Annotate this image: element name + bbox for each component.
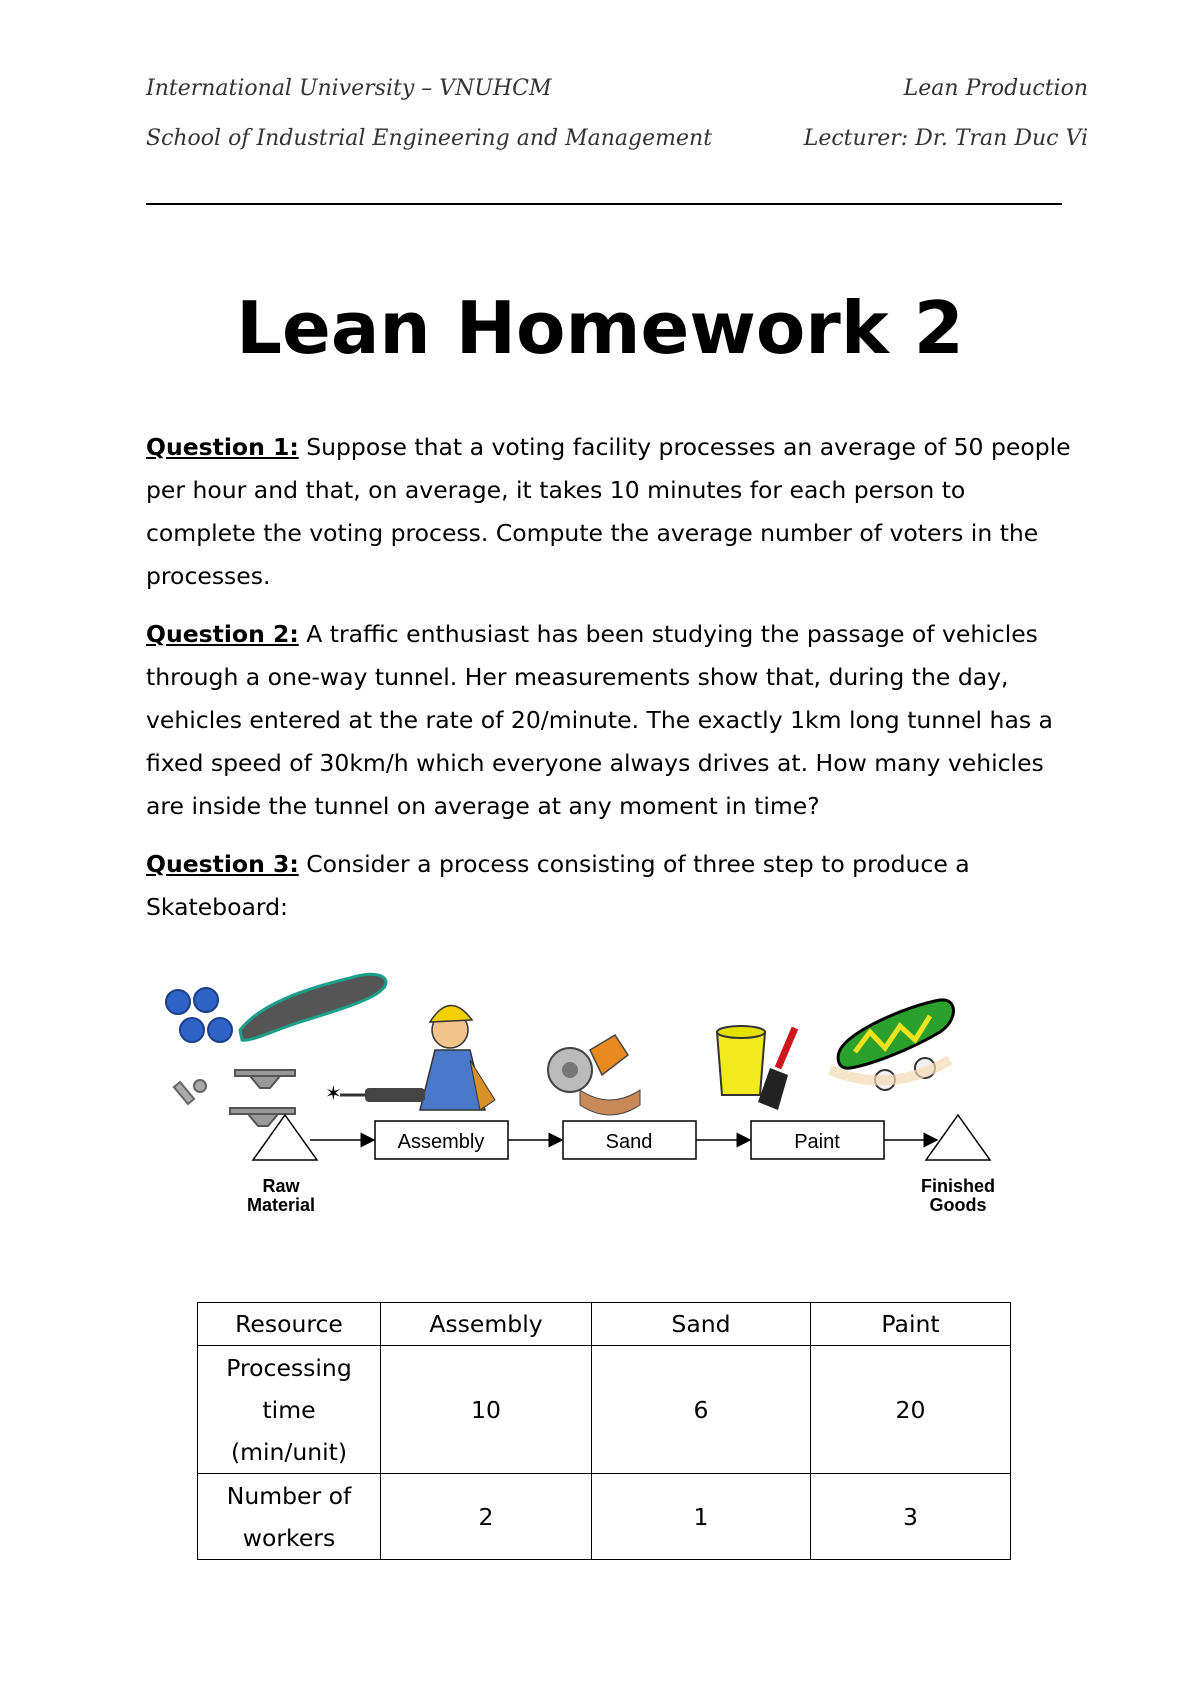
question-3 (146, 843, 1076, 929)
bolts-icon (174, 1080, 206, 1104)
table-header-cell: Sand (592, 1303, 811, 1346)
skateboard-deck-icon (240, 974, 386, 1040)
raw-material-label-line1: Raw (262, 1176, 300, 1196)
question-3-text: Consider a process consisting of three step to produce a Skateboard: (146, 850, 970, 921)
table-header-cell: Paint (811, 1303, 1011, 1346)
table-row (198, 1346, 1011, 1474)
sand-step-label: Sand (605, 1131, 653, 1153)
header-course: Lean Production (903, 76, 1088, 101)
process-flow-diagram (150, 960, 1050, 1260)
finished-goods-label-line1: Finished (920, 1176, 996, 1196)
table-cell: 1 (592, 1474, 811, 1560)
header-divider (146, 203, 1062, 205)
worker-drill-icon (325, 1005, 495, 1110)
table-row-label (198, 1474, 381, 1560)
question-2-label: Question 2: (146, 620, 299, 648)
row-label-line: Number of (226, 1481, 352, 1510)
table-header-row (198, 1303, 1011, 1346)
resource-table (197, 1302, 1011, 1560)
row-label-line: (min/unit) (230, 1437, 348, 1466)
sander-icon (548, 1035, 640, 1115)
row-label-line: time (262, 1395, 316, 1424)
svg-text:✶: ✶ (325, 1081, 342, 1105)
table-row-label (198, 1346, 381, 1474)
table-cell: 2 (381, 1474, 592, 1560)
finished-goods-inventory-triangle (926, 1115, 990, 1160)
header-lecturer: Lecturer: Dr. Tran Duc Vi (803, 126, 1088, 151)
table-cell: 20 (811, 1346, 1011, 1474)
raw-material-label-line2: Material (246, 1195, 316, 1215)
question-3-label: Question 3: (146, 850, 299, 878)
header-university: International University – VNUHCM (146, 76, 552, 101)
finished-goods-label-line2: Goods (929, 1195, 987, 1215)
table-header-cell: Resource (198, 1303, 381, 1346)
row-label-line: Processing (226, 1353, 352, 1382)
table-cell: 3 (811, 1474, 1011, 1560)
table-header-cell: Assembly (381, 1303, 592, 1346)
paint-step-label: Paint (794, 1131, 840, 1153)
table-cell: 6 (592, 1346, 811, 1474)
question-1-label: Question 1: (146, 433, 299, 461)
question-2-text: A traffic enthusiast has been studying the passage of vehicles through a one-way tunnel. Her measurements show that, during the day, vehicles entered at the rate of 20/minute. The exactly 1km long tunnel has a fixed speed of 30km/h which everyone always drives at. How many vehicles are inside the tunnel on average at any moment in time? (146, 620, 1053, 820)
finished-skateboard-icon (830, 1000, 954, 1090)
question-1 (146, 426, 1076, 598)
paint-bucket-icon (717, 1026, 795, 1110)
wheels-icon (166, 988, 232, 1042)
header-school: School of Industrial Engineering and Management (146, 126, 713, 151)
table-row (198, 1474, 1011, 1560)
assembly-step-label: Assembly (397, 1131, 485, 1153)
row-label-line: workers (242, 1523, 336, 1552)
question-2 (146, 613, 1076, 828)
question-1-text: Suppose that a voting facility processes an average of 50 people per hour and that, on average, it takes 10 minutes for each person to complete the voting process. Compute the average number of voters in the processes. (146, 433, 1071, 590)
page-title: Lean Homework 2 (236, 286, 964, 370)
table-cell: 10 (381, 1346, 592, 1474)
